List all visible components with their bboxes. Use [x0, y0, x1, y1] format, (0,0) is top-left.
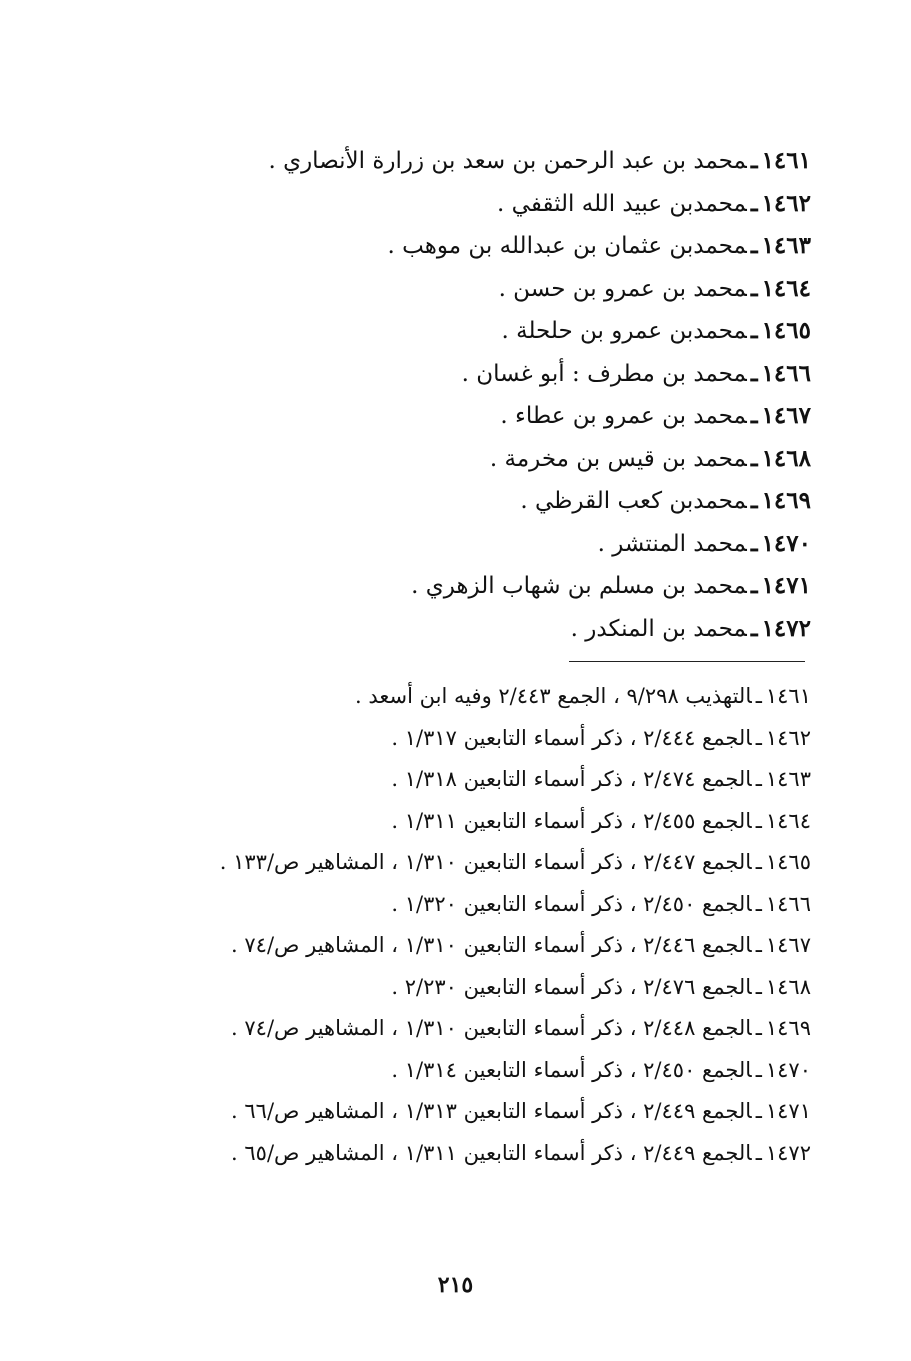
page-number: ٢١٥	[437, 1272, 474, 1298]
entry-line	[91, 268, 811, 311]
entry-number: ١٤٦١	[761, 147, 811, 174]
footnote-text: الجمع ٢/٤٤٩ ، ذكر أسماء التابعين ١/٣١١ ، المشاهير ص/٦٥ .	[231, 1140, 752, 1165]
entry-line	[91, 310, 811, 353]
entry-line	[91, 565, 811, 608]
entry-separator: ـ	[750, 274, 758, 302]
entry-number: ١٤٦٤	[761, 274, 811, 302]
footnote-line	[111, 842, 811, 884]
entry-number: ١٤٦٢	[761, 189, 811, 217]
footnote-separator: ـ	[755, 1140, 762, 1165]
entry-line	[91, 353, 811, 396]
footnote-text: الجمع ٢/٤٤٧ ، ذكر أسماء التابعين ١/٣١٠ ، المشاهير ص/١٣٣ .	[219, 850, 752, 874]
entry-name: محمدبن عثمان بن عبدالله بن موهب .	[387, 233, 747, 259]
entries-list	[91, 140, 811, 650]
footnote-line	[111, 676, 811, 718]
footnote-separator: ـ	[755, 808, 762, 833]
footnote-number: ١٤٦٥	[765, 850, 811, 874]
entry-line	[91, 438, 811, 481]
footnote-number: ١٤٦٦	[765, 891, 811, 916]
entry-number: ١٤٧٢	[761, 614, 811, 642]
footnote-number: ١٤٧٠	[765, 1057, 811, 1082]
footnote-separator: ـ	[755, 725, 762, 750]
footnote-line	[111, 1008, 811, 1050]
footnote-text: التهذيب ٩/٢٩٨ ، الجمع ٢/٤٤٣ وفيه ابن أسعد .	[355, 684, 752, 708]
entry-name: محمد بن مطرف : أبو غسان .	[461, 360, 747, 387]
footnote-separator: ـ	[755, 767, 762, 791]
entry-name: محمد بن المنكدر .	[570, 615, 747, 642]
entry-separator: ـ	[750, 359, 758, 387]
footnote-line	[111, 884, 811, 926]
footnote-number: ١٤٧٢	[765, 1140, 811, 1165]
entry-name: محمد بن مسلم بن شهاب الزهري .	[411, 573, 747, 599]
footnote-line	[111, 1133, 811, 1175]
footnote-separator: ـ	[755, 974, 762, 999]
entry-number: ١٤٧١	[761, 572, 811, 599]
footnote-separator: ـ	[755, 850, 762, 874]
entry-separator: ـ	[750, 529, 758, 557]
entry-separator: ـ	[750, 572, 758, 599]
entry-separator: ـ	[750, 614, 758, 642]
footnote-line	[111, 1091, 811, 1133]
entry-number: ١٤٧٠	[761, 529, 811, 557]
entry-name: محمدبن عبيد الله الثقفي .	[497, 190, 747, 217]
entry-separator: ـ	[750, 444, 758, 472]
footnote-text: الجمع ٢/٤٤٨ ، ذكر أسماء التابعين ١/٣١٠ ، المشاهير ص/٧٤ .	[231, 1016, 752, 1040]
entry-separator: ـ	[750, 317, 758, 344]
footnote-text: الجمع ٢/٤٤٩ ، ذكر أسماء التابعين ١/٣١٣ ، المشاهير ص/٦٦ .	[231, 1099, 752, 1123]
footnote-text: الجمع ٢/٤٧٦ ، ذكر أسماء التابعين ٢/٢٣٠ .	[391, 974, 752, 999]
entry-separator: ـ	[750, 487, 758, 514]
footnote-text: الجمع ٢/٤٤٦ ، ذكر أسماء التابعين ١/٣١٠ ، المشاهير ص/٧٤ .	[231, 933, 752, 957]
entry-separator: ـ	[750, 232, 758, 259]
footnote-text: الجمع ٢/٤٥٥ ، ذكر أسماء التابعين ١/٣١١ .	[391, 808, 752, 833]
footnote-separator: ـ	[755, 933, 762, 957]
footnote-number: ١٤٦٣	[765, 767, 811, 791]
entry-line	[91, 225, 811, 268]
footnote-line	[111, 718, 811, 760]
footnote-separator: ـ	[755, 1057, 762, 1082]
entry-number: ١٤٦٦	[761, 359, 811, 387]
footnote-text: الجمع ٢/٤٧٤ ، ذكر أسماء التابعين ١/٣١٨ .	[391, 767, 752, 791]
entry-line	[91, 523, 811, 566]
entry-separator: ـ	[750, 189, 758, 217]
footnote-separator: ـ	[755, 1099, 762, 1123]
entry-name: محمدبن كعب القرظي .	[520, 488, 747, 514]
footnote-number: ١٤٦١	[765, 684, 811, 708]
footnote-line	[111, 759, 811, 801]
entry-separator: ـ	[750, 147, 758, 174]
entry-name: محمد بن عمرو بن حسن .	[498, 275, 747, 302]
entry-line	[91, 140, 811, 183]
entry-line	[91, 395, 811, 438]
footnote-number: ١٤٦٩	[765, 1016, 811, 1040]
footnote-number: ١٤٦٧	[765, 933, 811, 957]
entry-number: ١٤٦٣	[761, 232, 811, 259]
entry-name: محمد المنتشر .	[597, 530, 747, 557]
footnote-divider	[569, 661, 805, 662]
footnote-text: الجمع ٢/٤٥٠ ، ذكر أسماء التابعين ١/٣٢٠ .	[391, 891, 752, 916]
footnote-separator: ـ	[755, 1016, 762, 1040]
footnote-line	[111, 925, 811, 967]
entry-name: محمد بن قيس بن مخرمة .	[489, 445, 747, 472]
footnote-number: ١٤٧١	[765, 1099, 811, 1123]
entry-number: ١٤٦٧	[761, 402, 811, 429]
footnote-line	[111, 967, 811, 1009]
footnote-number: ١٤٦٤	[765, 808, 811, 833]
entry-line	[91, 608, 811, 651]
footnote-text: الجمع ٢/٤٥٠ ، ذكر أسماء التابعين ١/٣١٤ .	[391, 1057, 752, 1082]
entry-name: محمد بن عبد الرحمن بن سعد بن زرارة الأنصاري .	[268, 148, 747, 174]
footnote-text: الجمع ٢/٤٤٤ ، ذكر أسماء التابعين ١/٣١٧ .	[391, 725, 752, 750]
footnote-line	[111, 801, 811, 843]
footnote-number: ١٤٦٨	[765, 974, 811, 999]
entry-separator: ـ	[750, 402, 758, 429]
entry-number: ١٤٦٩	[761, 487, 811, 514]
footnote-number: ١٤٦٢	[765, 725, 811, 750]
entry-line	[91, 480, 811, 523]
footnote-separator: ـ	[755, 891, 762, 916]
footnotes-list	[111, 676, 811, 1174]
entry-name: محمدبن عمرو بن حلحلة .	[501, 318, 747, 344]
entry-line	[91, 183, 811, 226]
entry-name: محمد بن عمرو بن عطاء .	[500, 403, 747, 429]
footnote-line	[111, 1050, 811, 1092]
footnote-separator: ـ	[755, 684, 762, 708]
entry-number: ١٤٦٥	[761, 317, 811, 344]
entry-number: ١٤٦٨	[761, 444, 811, 472]
